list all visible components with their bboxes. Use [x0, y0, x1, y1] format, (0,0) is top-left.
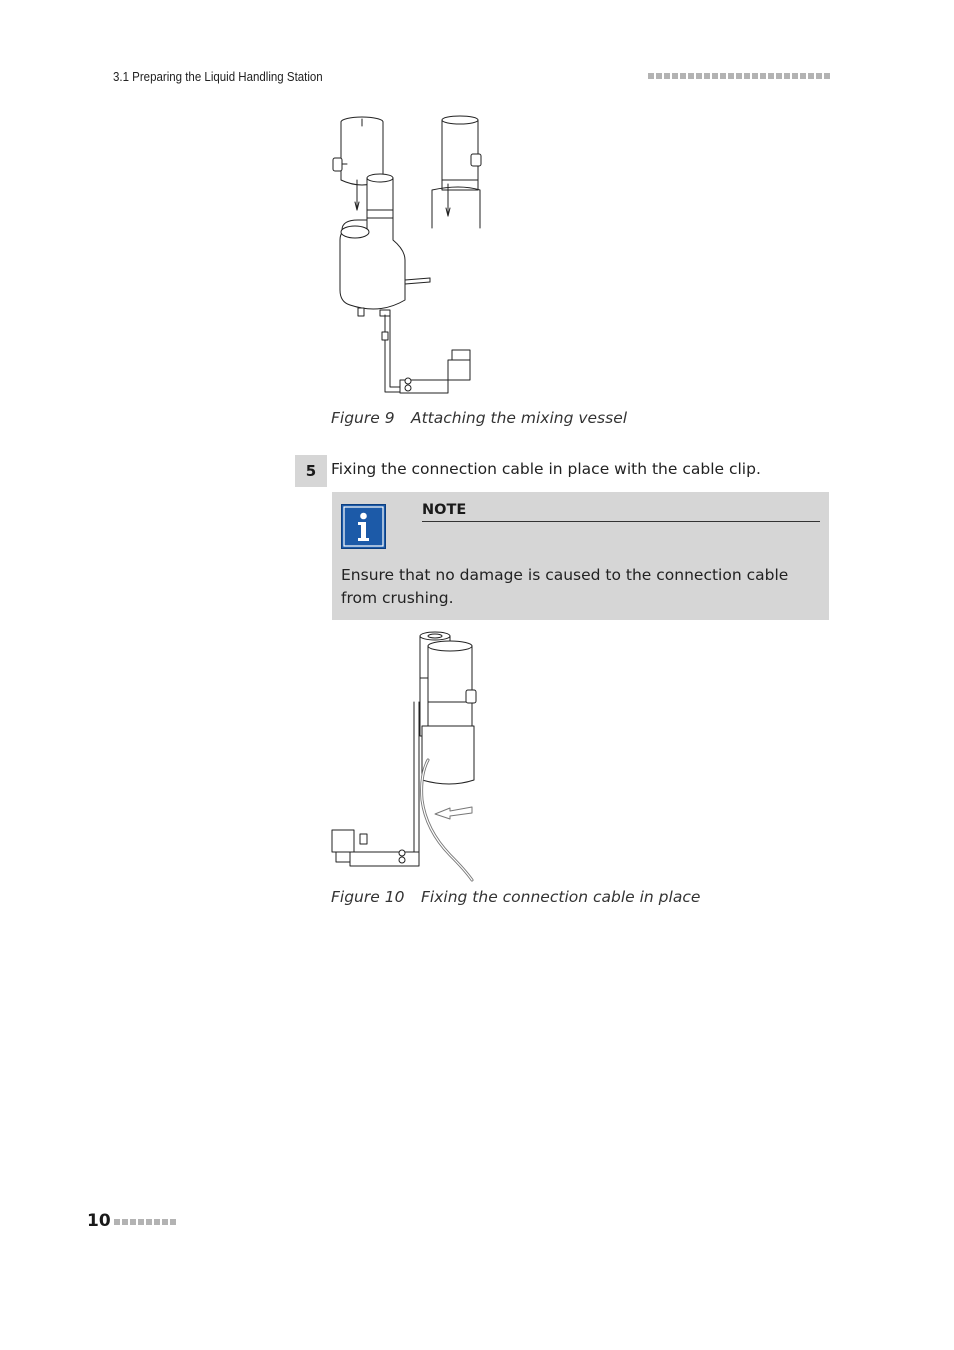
figure-9-caption	[331, 409, 627, 427]
running-header: 3.1 Preparing the Liquid Handling Station	[113, 70, 323, 84]
figure-10-caption	[331, 888, 700, 906]
info-icon	[341, 504, 386, 549]
note-box	[332, 492, 829, 620]
header-decoration	[648, 73, 830, 79]
figure-9-caption-text: Attaching the mixing vessel	[411, 409, 628, 427]
figure-10-caption-text: Fixing the connection cable in place	[421, 888, 701, 906]
figure-9-label: Figure 9	[331, 409, 395, 427]
figure-10-illustration	[320, 630, 500, 886]
note-title: NOTE	[422, 502, 820, 522]
step-number: 5	[295, 455, 327, 487]
note-text: Ensure that no damage is caused to the connection cable from crushing.	[341, 566, 789, 607]
figure-9-illustration	[320, 110, 520, 410]
page-number: 10	[87, 1211, 111, 1231]
figure-10-label: Figure 10	[331, 888, 405, 906]
step-text: Fixing the connection cable in place with the cable clip.	[331, 460, 761, 478]
footer-decoration	[114, 1219, 176, 1225]
